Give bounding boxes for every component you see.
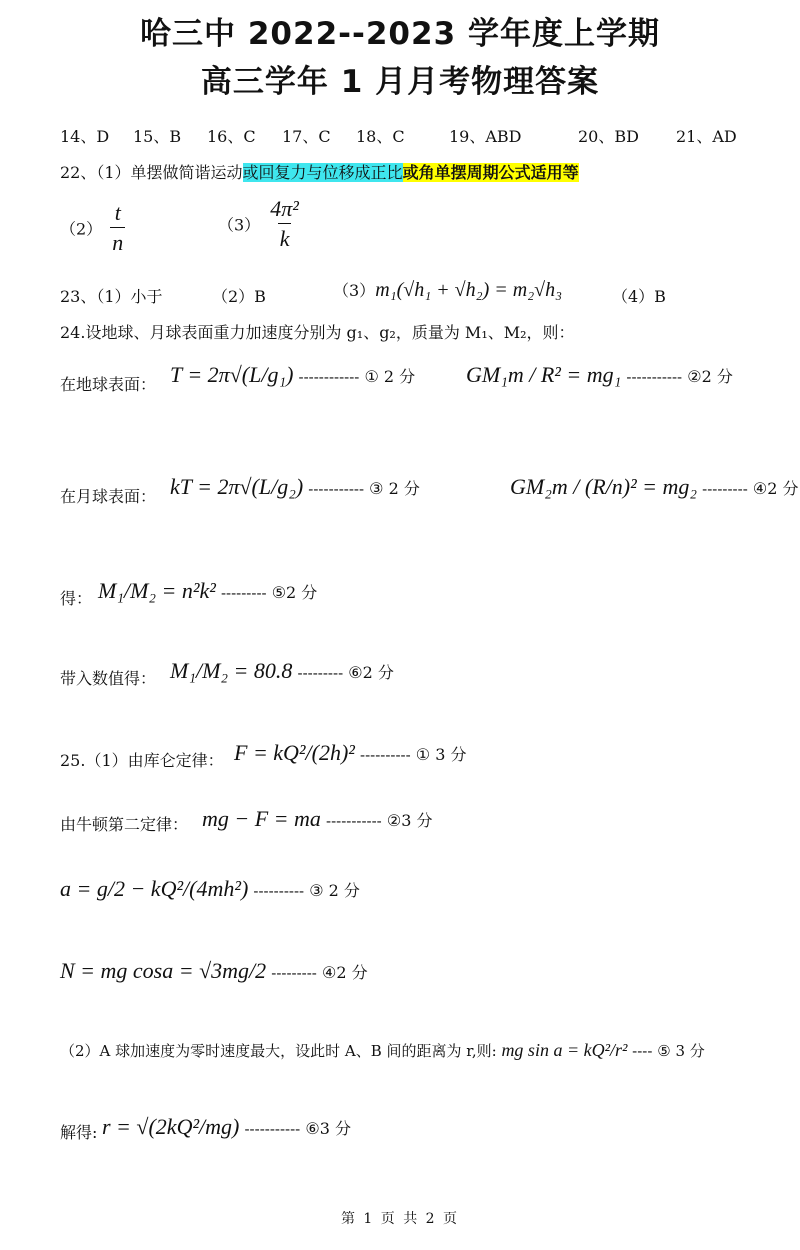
q25-equation-6 bbox=[102, 1114, 351, 1140]
q24-eq5-dashes: --------- bbox=[220, 584, 267, 602]
q24-substitute-label: 带入数值得： bbox=[60, 669, 157, 688]
q24-earth-label: 在地球表面： bbox=[60, 375, 157, 394]
q23-part2: （2）B bbox=[212, 287, 266, 306]
q24-result-label: 得： bbox=[60, 589, 93, 608]
q22-highlight-cyan: 或回复力与位移成正比 bbox=[242, 163, 403, 182]
q24-moon-label: 在月球表面： bbox=[60, 487, 157, 506]
answer-15: 15、B bbox=[133, 127, 182, 146]
q25-part2-text: （2）A 球加速度为零时速度最大，设此时 A、B 间的距离为 r,则: bbox=[60, 1042, 497, 1060]
q24-equation-4 bbox=[510, 474, 798, 500]
q25-eq6-text: r = √(2kQ²/mg) bbox=[102, 1114, 240, 1139]
q25-eq2-score: ②3 分 bbox=[386, 811, 433, 830]
q23-part3-label: （3） bbox=[333, 281, 376, 300]
answer-14: 14、D bbox=[60, 127, 110, 146]
q24-eq1-score: ① 2 分 bbox=[364, 367, 416, 386]
q24-eq4-score: ④2 分 bbox=[752, 479, 799, 498]
q25-eq3-text: a = g/2 − kQ²/(4mh²) bbox=[60, 876, 249, 901]
q25-eq2-dashes: ----------- bbox=[326, 812, 382, 830]
q22-part2 bbox=[60, 200, 128, 256]
q24-equation-1 bbox=[170, 362, 415, 388]
q23-part4: （4）B bbox=[612, 287, 666, 306]
q25-eq3-dashes: ---------- bbox=[253, 882, 305, 900]
q25-eq4-dashes: --------- bbox=[271, 964, 317, 982]
q25-eq4-text: N = mg cosa = √3mg/2 bbox=[60, 958, 267, 983]
q24-intro: 24.设地球、月球表面重力加速度分别为 g₁、g₂，质量为 M₁、M₂，则： bbox=[60, 323, 575, 342]
q24-eq1-dashes: ------------ bbox=[298, 368, 360, 386]
q22-highlight-yellow: 或角单摆周期公式适用等 bbox=[402, 163, 579, 182]
q25-equation-3 bbox=[60, 876, 360, 902]
q23-part3-equation: m₁(√h₁ + √h₂) = m₂√h₃ bbox=[375, 279, 563, 301]
q25-part1-label: 25.（1）由库仑定律： bbox=[60, 751, 224, 770]
q24-eq6-score: ⑥2 分 bbox=[348, 663, 394, 682]
q25-eq5-text: mg sin a = kQ²/r² bbox=[501, 1040, 628, 1060]
q24-eq2-dashes: ----------- bbox=[626, 368, 683, 386]
answer-21: 21、AD bbox=[676, 127, 737, 146]
q25-eq3-score: ③ 2 分 bbox=[309, 881, 360, 900]
q25-eq1-text: F = kQ²/(2h)² bbox=[234, 740, 355, 765]
q22-part3 bbox=[218, 196, 304, 252]
q24-eq6-dashes: --------- bbox=[297, 664, 344, 682]
q24-eq3-score: ③ 2 分 bbox=[369, 479, 420, 498]
q25-solve-label: 解得: bbox=[60, 1123, 98, 1142]
answer-17: 17、C bbox=[282, 127, 331, 146]
q22-part3-numerator: 4π² bbox=[270, 196, 299, 221]
q24-eq5-text: M₁/M₂ = n²k² bbox=[98, 578, 216, 603]
q25-eq6-score: ⑥3 分 bbox=[305, 1119, 351, 1138]
q22-part3-label: （3） bbox=[218, 215, 261, 235]
title-line-2: 高三学年 1 月月考物理答案 bbox=[200, 64, 600, 100]
q24-equation-2 bbox=[466, 362, 733, 388]
q24-equation-5 bbox=[98, 578, 317, 604]
answer-20: 20、BD bbox=[578, 127, 639, 146]
q22-part2-fraction bbox=[110, 200, 125, 256]
q22-part2-numerator: t bbox=[114, 200, 121, 225]
q25-eq4-score: ④2 分 bbox=[321, 963, 368, 982]
title-line-1: 哈三中 2022--2023 学年度上学期 bbox=[140, 16, 660, 52]
q25-eq5-score: ⑤ 3 分 bbox=[657, 1042, 705, 1060]
q22-part2-denominator: n bbox=[110, 227, 125, 256]
q24-eq4-text: GM₂m / (R/n)² = mg₂ bbox=[510, 474, 698, 499]
q24-eq6-text: M₁/M₂ = 80.8 bbox=[170, 658, 293, 683]
q22-part1 bbox=[60, 160, 579, 183]
page-footer: 第 1 页 共 2 页 bbox=[340, 1211, 460, 1227]
q22-part3-denominator: k bbox=[278, 223, 292, 252]
answer-16: 16、C bbox=[207, 127, 256, 146]
q24-equation-3 bbox=[170, 474, 420, 500]
q24-eq2-score: ②2 分 bbox=[687, 367, 733, 386]
answer-19: 19、ABD bbox=[449, 127, 522, 146]
q24-eq3-text: kT = 2π√(L/g₂) bbox=[170, 474, 304, 499]
q23-part1: 23、（1）小于 bbox=[60, 287, 163, 306]
q24-eq4-dashes: --------- bbox=[702, 480, 748, 498]
q25-eq6-dashes: ----------- bbox=[244, 1120, 301, 1138]
q22-part2-label: （2） bbox=[60, 219, 103, 239]
q25-equation-1 bbox=[234, 740, 466, 766]
q25-eq5-dashes: ---- bbox=[632, 1042, 653, 1060]
q25-newton-label: 由牛顿第二定律： bbox=[60, 815, 189, 834]
q24-equation-6 bbox=[170, 658, 394, 684]
answer-18: 18、C bbox=[356, 127, 405, 146]
q24-eq2-text: GM₁m / R² = mg₁ bbox=[466, 362, 622, 387]
q22-part1-prefix: 22、（1）单摆做简谐运动 bbox=[60, 163, 243, 182]
q24-eq5-score: ⑤2 分 bbox=[271, 583, 318, 602]
q22-part3-fraction bbox=[268, 196, 301, 252]
q25-eq1-score: ① 3 分 bbox=[415, 745, 467, 764]
q24-eq3-dashes: ----------- bbox=[308, 480, 365, 498]
q25-equation-2 bbox=[202, 806, 432, 832]
q23-part3 bbox=[333, 278, 562, 302]
q24-eq1-text: T = 2π√(L/g₁) bbox=[170, 362, 294, 387]
q25-eq2-text: mg − F = ma bbox=[202, 806, 321, 831]
q25-eq1-dashes: ---------- bbox=[360, 746, 411, 764]
q25-equation-4 bbox=[60, 958, 368, 984]
q25-part2 bbox=[60, 1040, 705, 1061]
